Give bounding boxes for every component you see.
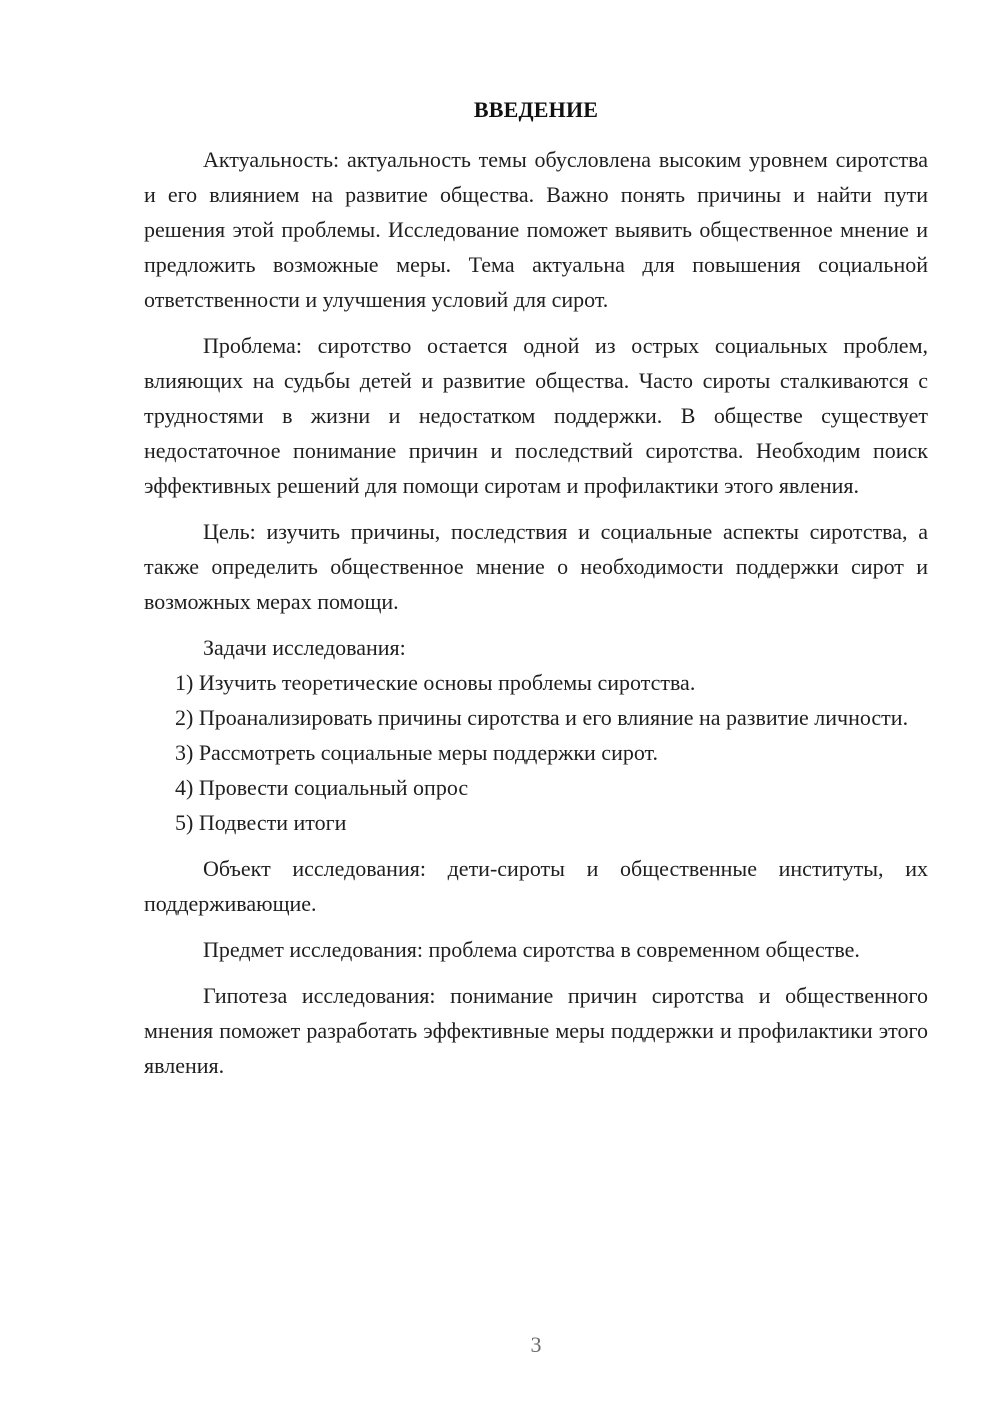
- problem-paragraph: Проблема: сиротство остается одной из острых социальных проблем, влияющих на судьбы детей и развитие общества. Часто сироты сталкиваются с трудностями в жизни и недостатком поддержки. В обществе существует недостаточное понимание причин и последствий сиротства. Необходим поиск эффективных решений для помощи сиротам и профилактики этого явления.: [144, 333, 928, 498]
- subject-paragraph: Предмет исследования: проблема сиротства в современном обществе.: [203, 937, 860, 962]
- task-item-4: 4) Провести социальный опрос: [175, 775, 469, 800]
- relevance-paragraph: Актуальность: актуальность темы обусловлена высоким уровнем сиротства и его влиянием на развитие общества. Важно понять причины и найти пути решения этой проблемы. Исследование поможет выявить общественное мнение и предложить возможные меры. Тема актуальна для повышения социальной ответственности и улучшения условий для сирот.: [144, 147, 928, 312]
- section-heading: ВВЕДЕНИЕ: [473, 97, 599, 122]
- tasks-title: Задачи исследования:: [203, 635, 406, 660]
- object-paragraph: Объект исследования: дети-сироты и общественные институты, их поддерживающие.: [144, 856, 928, 916]
- task-item-5: 5) Подвести итоги: [175, 810, 347, 835]
- document-body: [144, 142, 928, 1083]
- task-item-3: 3) Рассмотреть социальные меры поддержки сирот.: [175, 740, 659, 765]
- goal-paragraph: Цель: изучить причины, последствия и социальные аспекты сиротства, а также определить общественное мнение о необходимости поддержки сирот и возможных мерах помощи.: [144, 519, 928, 614]
- task-item-1: 1) Изучить теоретические основы проблемы сиротства.: [175, 670, 696, 695]
- task-item-2: 2) Проанализировать причины сиротства и его влияние на развитие личности.: [175, 705, 909, 730]
- page-number: 3: [530, 1332, 542, 1357]
- hypothesis-paragraph: Гипотеза исследования: понимание причин сиротства и общественного мнения поможет разработать эффективные меры поддержки и профилактики этого явления.: [144, 983, 928, 1078]
